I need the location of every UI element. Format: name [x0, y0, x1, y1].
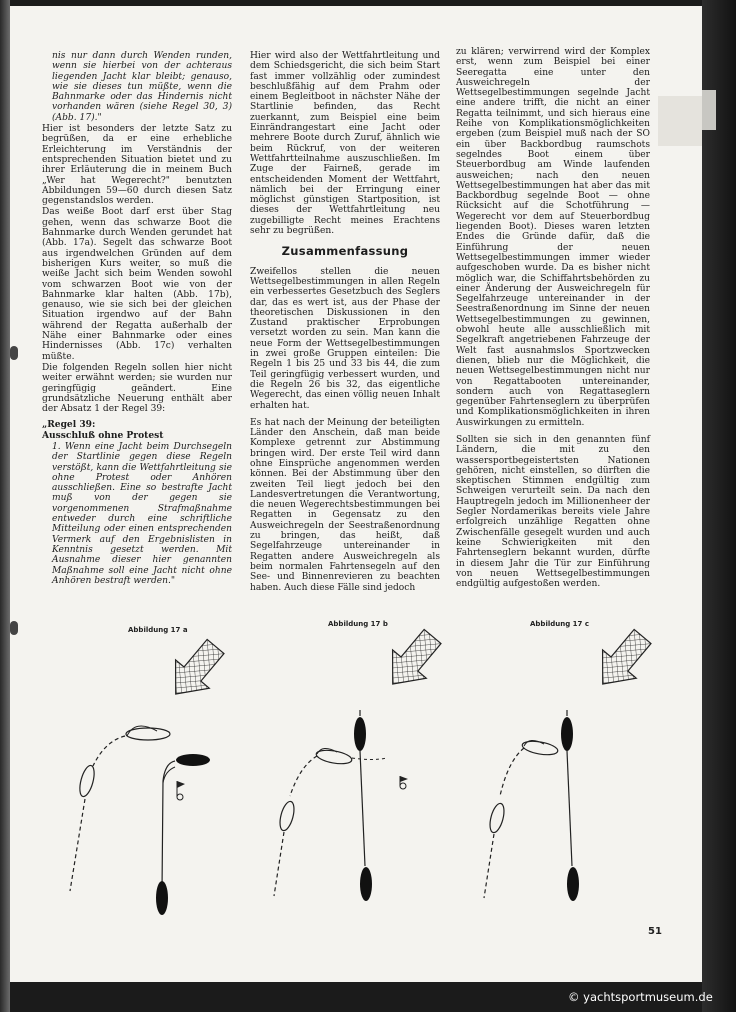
paragraph: Zweifellos stellen die neuen Wettsegelbestimmungen in allen Regeln ein verbessertes Gesetzbuch des Seglers dar, das es wert ist, aus der Phase der theoretischen Diskussionen in den Zustand praktischer Erprobungen versetzt worden zu sein. Man kann die neue Form der Wettsegelbestimmungen in zwei große Gruppen einteilen: Die Regeln 1 bis 25 und 33 bis 44, die zum Teil geringfügig verbessert wurden, und die Regeln 26 bis 32, das eigentliche Wegerecht, das einen völlig neuen Inhalt erhalten hat.: [250, 266, 440, 411]
course-line: [352, 758, 387, 760]
paragraph: Das weiße Boot darf erst über Stag gehen, wenn das schwarze Boot die Bahnmarke durch Wenden gerundet hat (Abb. 17a). Segelt das schwarze Boot aus irgendwelchen Gründen auf dem bisherigen Kurs weiter, so muß die weiße Jacht sich beim Wenden sowohl vom schwarzen Boot wie von der Bahnmarke klar halten (Abb. 17b), genauso, wie sie sich bei der gleichen Situation irgendwo auf der Bahn während der Regatta außerhalb der Nähe einer Bahnmarke oder eines Hindernisses (Abb. 17c) verhalten müßte.: [42, 207, 232, 362]
figure-caption-17c: Abbildung 17 c: [530, 620, 589, 628]
paragraph: Sollten sie sich in den genannten fünf Ländern, die mit zu den wassersportbegeistertsten Nationen gehören, nicht einstellen, so dürften die skeptischen Stimmen endgültig zum Schweigen verurteilt sein. Da nach den Hauptregeln jedoch im Millionenheer der Segler Nordamerikas bereits viele Jahre erfolgreich unzählige Regatten ohne Zwischenfälle gesegelt wurden und auch keine Schwierigkeiten mit den Fahrtenseglern bekannt wurden, dürfte in diesem Jahr die Tür zur Einführung von neuen Wettsegelbestimmungen endgültig aufgestoßen werden.: [456, 434, 650, 590]
wind-arrow-icon: [159, 632, 233, 708]
mark-flag-icon: [400, 776, 408, 789]
binding-hole: [10, 621, 18, 635]
rule-heading: „Regel 39:: [42, 419, 96, 431]
figure-caption-17a: Abbildung 17 a: [128, 626, 188, 634]
figure-17a-diagram: [65, 631, 225, 921]
black-boat-icon: [156, 881, 168, 915]
rule-text: 1. Wenn eine Jacht beim Durchsegeln der Startlinie gegen diese Regeln verstößt, kann die Wettfahrtleitung sie ohne Protest oder Anhören ausschließen. Eine so bestrafte Jacht muß von der gegen sie vorgenommenen Strafmaßnahme entweder durch eine schriftliche Mitteilung oder einen entsprechenden Vermerk auf den Ergebnislisten in Kenntnis gesetzt werden. Mit Ausnahme dieser hier genannten Maßnahme soll eine Jacht nicht ohne Anhören bestraft werden.": [52, 441, 232, 586]
paragraph: Die folgenden Regeln sollen hier nicht weiter erwähnt werden; sie wurden nur geringfügig geändert. Eine grundsätzliche Neuerung enthält aber der Absatz 1 der Regel 39:: [42, 362, 232, 415]
course-line: [274, 832, 284, 896]
paragraph: zu klären; verwirrend wird der Komplex erst, wenn zum Beispiel bei einer Seeregatta eine unter den Ausweichregeln der Wettsegelbestimmungen segelnde Jacht eine andere trifft, die nicht an einer Regatta teilnimmt, und sich hieraus eine Reihe von Komplikationsmöglichkeiten ergeben (zum Beispiel muß nach der SO ein über Backbordbug raumschots segelndes Boot einem über Steuerbordbug am Winde laufenden ausweichen; nach den neuen Wettsegelbestimmungen hat aber das mit Backbordbug segelnde Boot — ohne Rücksicht auf die Schotführung — Wegerecht vor dem auf Steuerbordbug liegenden Boot). Dieses waren letzten Endes die Gründe dafür, daß die Einführung der neuen Wettsegelbestimmungen immer wieder aufgeschoben wurde. Da es bisher nicht möglich war, die Schiffahrtsbehörden zu einer Änderung der Ausweichregeln für Segelfahrzeuge untereinander in der Seestraßenordnung im Sinne der neuen Wettsegelbestimmungen zu gewinnen, obwohl heute alle ausschließlich mit Segelkraft angetriebenen Fahrzeuge der Welt fast ausnahmslos Sportzwecken dienen, blieb nur die Möglichkeit, die neuen Wettsegelbestimmungen nicht nur von Regattabooten untereinander, sondern auch von Regattaseglern gegenüber Fahrtenseglern zu überprüfen und Komplikationsmöglichkeiten in ihren Auswirkungen zu ermitteln.: [456, 47, 650, 428]
white-boat-icon: [487, 802, 506, 834]
course-line: [567, 751, 572, 866]
black-boat-icon: [567, 867, 579, 901]
paragraph: Es hat nach der Meinung der beteiligten Länder den Anschein, daß man beide Komplexe getrennt zur Abstimmung bringen wird. Der erste Teil wird dann ohne Einsprüche angenommen werden können. Bei der Abstimmung über den zweiten Teil liegt jedoch bei den Landesvertretungen die Verantwortung, die neuen Wegerechtsbestimmungen bei Regatten in Gegensatz zu den Ausweichregeln der Seestraßenordnung zu bringen, das heißt, daß Segelfahrzeuge untereinander in Regatten andere Ausweichregeln als beim normalen Fahrtensegeln auf den See- und Binnenrevieren zu beachten haben. Auch diese Fälle sind jedoch: [250, 417, 440, 593]
wind-arrow-icon: [376, 622, 450, 698]
wind-arrow-icon: [586, 622, 660, 698]
magazine-page: [10, 6, 702, 982]
white-boat-icon: [126, 726, 170, 740]
page-number: 51: [648, 926, 662, 937]
figure-17b-diagram: [262, 626, 437, 921]
section-heading: Zusammenfassung: [281, 244, 409, 259]
course-line: [290, 756, 317, 796]
text-column-3: [456, 47, 650, 589]
white-boat-icon: [315, 748, 353, 766]
scan-border-fragment: [702, 90, 716, 130]
white-boat-icon: [521, 739, 559, 757]
rule-subheading: Ausschluß ohne Protest: [42, 429, 164, 441]
black-boat-icon: [561, 717, 573, 751]
text-column-1: [42, 51, 232, 586]
course-line: [93, 736, 125, 766]
course-line: [70, 799, 85, 891]
faded-show-through-illustration: [658, 96, 702, 146]
text-column-2: [250, 51, 440, 593]
figure-17c-diagram: [472, 626, 662, 921]
white-boat-icon: [277, 800, 296, 832]
black-boat-icon: [176, 754, 210, 766]
scan-border: [702, 0, 736, 1012]
course-line: [484, 834, 494, 898]
paragraph: Hier wird also der Wettfahrtleitung und dem Schiedsgericht, die sich beim Start fast immer vollzählig oder zumindest beschlußfähig auf dem Prahm oder einem Begleitboot in nächster Nähe der Startlinie befinden, das Recht zuerkannt, zum Beispiel eine beim Einrändrangestart eine Jacht oder mehrere Boote durch Zuruf, ähnlich wie beim Rückruf, von der weiteren Wettfahrtteilnahme auszuschließen. Im Zuge der Fairneß, gerade im entscheidenden Moment der Wettfahrt, nämlich bei der Erringung einer möglichst günstigen Startposition, ist dieses der Wettfahrtleitung neu zugebilligte Recht meines Erachtens sehr zu begrüßen.: [250, 51, 440, 237]
copyright-credit: © yachtsportmuseum.de: [568, 990, 713, 1004]
book-spine: [0, 0, 10, 1012]
binding-hole: [10, 346, 18, 360]
mark-flag-icon: [177, 781, 185, 800]
figure-caption-17b: Abbildung 17 b: [328, 620, 388, 628]
white-boat-icon: [77, 764, 97, 798]
course-line: [500, 748, 524, 796]
black-boat-icon: [360, 867, 372, 901]
course-line: [163, 767, 175, 783]
course-line: [360, 751, 365, 866]
paragraph: Hier ist besonders der letzte Satz zu begrüßen, da er eine erhebliche Erleichterung im Verständnis der entsprechenden Situation bietet und zu ihrer Erläuterung die in meinem Buch „Wer hat Wegerecht?" benutzten Abbildungen 59—60 durch diesen Satz gegenstandslos werden.: [42, 124, 232, 207]
quoted-rule-continuation: nis nur dann durch Wenden runden, wenn sie hierbei von der achteraus liegenden Jacht klar bleibt; genauso, wie sie dieses tun müßte, wenn die Bahnmarke oder das Hindernis nicht vorhanden wären (siehe Regel 30, 3) (Abb. 17).": [52, 51, 232, 123]
black-boat-icon: [354, 717, 366, 751]
